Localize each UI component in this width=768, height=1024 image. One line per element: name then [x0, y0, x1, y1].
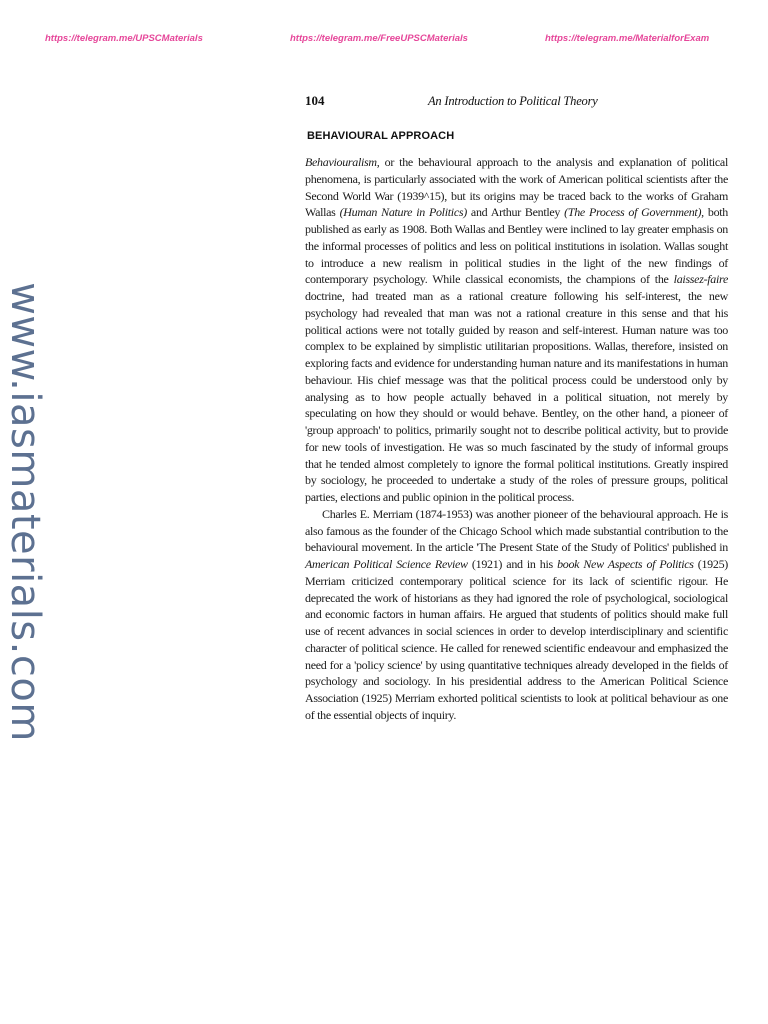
page-number: 104	[305, 93, 325, 108]
telegram-link-free-upsc-materials[interactable]: https://telegram.me/FreeUPSCMaterials	[290, 33, 468, 44]
paragraph-segment: or the behavioural approach to the analysis and explanation of political phenomena, is particularly associated with the work of American political scientists after the Second World War (1939^15), but its origins may be traced back to the works of Graham Wallas	[305, 155, 728, 220]
telegram-link-material-for-exam[interactable]: https://telegram.me/MaterialforExam	[545, 33, 710, 44]
telegram-link-upsc-materials[interactable]: https://telegram.me/UPSCMaterials	[45, 33, 203, 44]
book-title-process-of-government: (The Process of Government),	[564, 205, 704, 220]
paragraph-segment: (1921) and in his	[467, 557, 558, 571]
section-heading: BEHAVIOURAL APPROACH	[307, 130, 455, 142]
term-laissez-faire: laissez-faire	[673, 272, 728, 287]
journal-title-apsr: American Political Science Review	[305, 557, 468, 571]
term-behaviouralism: Behaviouralism,	[305, 155, 380, 169]
book-title-new-aspects: book New Aspects of Politics	[557, 557, 694, 571]
paragraph-merriam	[305, 506, 728, 724]
paragraph-segment: doctrine, had treated man as a rational creature following his self-interest, the new psychology had revealed that man was not a rational creature in this sense and that his political actions were not totally guided by reason and self-interest. Human nature was too complex to be explained by simplistic utilitarian propositions. Wallas, therefore, insisted on exploring facts and evidence for understanding human nature and its manifestations in human behaviour. His chief message was that the political process could be understood only by analysing as to how people actually behaved in a political situation, not merely by speculating on how they should or would behave. Bentley, on the other hand, a pioneer of 'group approach' to politics, primarily sought not to describe political activity, but to provide for new tools of investigation. He was so much fascinated by the study of informal groups that he tended almost completely to ignore the formal political institutions. Greatly inspired by sociology, he proceeded to undertake a study of the roles of pressure groups, political parties, elections and public opinion in the political process.	[305, 289, 728, 504]
paragraph-segment: (1925) Merriam criticized contemporary political science for its lack of scientific rigour. He deprecated the work of historians as they had ignored the role of psychological, sociological and economic factors in human affairs. He argued that students of politics should make full use of recent advances in social sciences in order to develop interdisciplinary and scientific character of political science. He called for renewed scientific endeavour and emphasized the need for a 'policy science' by using quantitative techniques already developed in the fields of psychology and sociology. In his presidential address to the American Political Science Association (1925) Merriam exhorted political scientists to look at political behaviour as one of the essential objects of inquiry.	[305, 557, 728, 722]
paragraph-behaviouralism	[305, 154, 728, 506]
site-watermark: www.iasmaterials.com	[2, 282, 48, 742]
paragraph-segment: and Arthur Bentley	[466, 205, 565, 220]
paragraph-segment: Charles E. Merriam (1874-1953) was another pioneer of the behavioural approach. He is also famous as the founder of the Chicago School which made substantial contribution to the behavioural movement. In the article 'The Present State of the Study of Politics' published in	[305, 506, 728, 555]
paragraph-segment: both published as early as 1908. Both Wallas and Bentley were inclined to lay greater emphasis on the informal processes of politics and less on political institutions in isolation. Wallas sought to introduce a new realism in political studies in the light of the new findings of contemporary psychology. While classical economists, the champions of the	[305, 205, 729, 287]
running-title: An Introduction to Political Theory	[428, 94, 598, 108]
body-text	[305, 154, 728, 724]
book-title-human-nature: (Human Nature in Politics)	[339, 205, 467, 220]
